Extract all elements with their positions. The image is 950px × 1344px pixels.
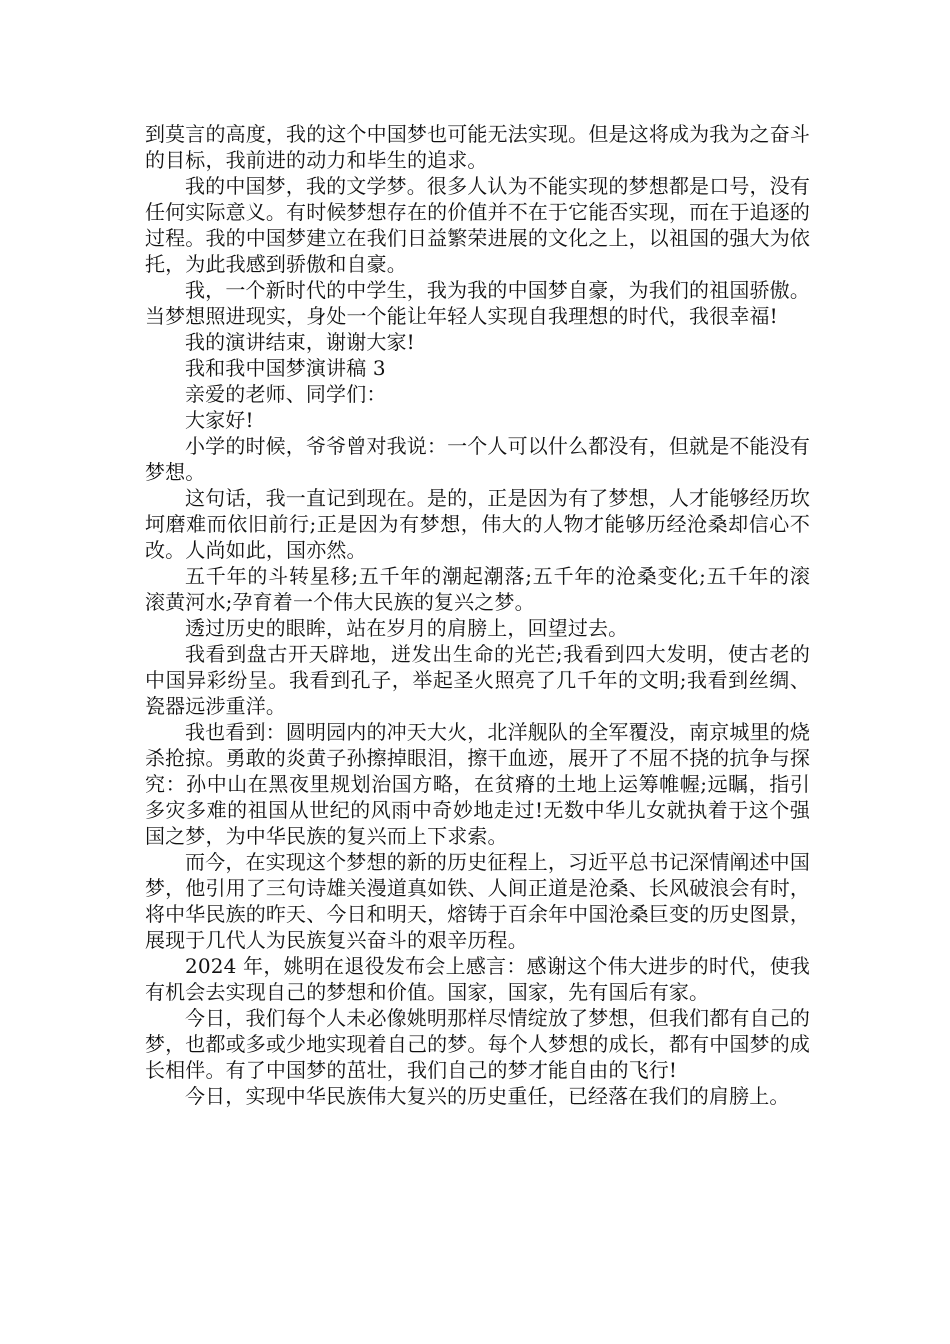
paragraph: 这句话，我一直记到现在。是的，正是因为有了梦想，人才能够经历坎坷磨难而依旧前行;正是因为有梦想，伟大的人物才能够历经沧桑却信心不改。人尚如此，国亦然。 <box>145 486 810 562</box>
paragraph: 今日，实现中华民族伟大复兴的历史重任，已经落在我们的肩膀上。 <box>185 1084 790 1108</box>
salutation: 亲爱的老师、同学们： <box>185 382 387 406</box>
paragraph: 今日，我们每个人未必像姚明那样尽情绽放了梦想，但我们都有自己的梦，也都或多或少地实现着自己的梦。每个人梦想的成长，都有中国梦的成长相伴。有了中国梦的茁壮，我们自己的梦才能自由的飞行! <box>145 1006 810 1082</box>
section-title: 我和我中国梦演讲稿 3 <box>185 356 386 380</box>
paragraph: 到莫言的高度，我的这个中国梦也可能无法实现。但是这将成为我为之奋斗的目标，我前进的动力和毕生的追求。 <box>145 122 810 172</box>
document-body <box>145 121 810 1109</box>
paragraph: 我看到盘古开天辟地，迸发出生命的光芒;我看到四大发明，使古老的中国异彩纷呈。我看到孔子，举起圣火照亮了几千年的文明;我看到丝绸、瓷器远涉重洋。 <box>145 642 810 718</box>
paragraph: 我，一个新时代的中学生，我为我的中国梦自豪，为我们的祖国骄傲。当梦想照进现实，身处一个能让年轻人实现自我理想的时代，我很幸福! <box>145 278 810 328</box>
paragraph: 我的中国梦，我的文学梦。很多人认为不能实现的梦想都是口号，没有任何实际意义。有时候梦想存在的价值并不在于它能否实现，而在于追逐的过程。我的中国梦建立在我们日益繁荣进展的文化之上，以祖国的强大为依托，为此我感到骄傲和自豪。 <box>145 174 810 276</box>
paragraph: 而今，在实现这个梦想的新的历史征程上，习近平总书记深情阐述中国梦，他引用了三句诗雄关漫道真如铁、人间正道是沧桑、长风破浪会有时，将中华民族的昨天、今日和明天，熔铸于百余年中国沧桑巨变的历史图景，展现于几代人为民族复兴奋斗的艰辛历程。 <box>145 850 810 952</box>
paragraph: 我也看到：圆明园内的冲天大火，北洋舰队的全军覆没，南京城里的烧杀抢掠。勇敢的炎黄子孙擦掉眼泪，擦干血迹，展开了不屈不挠的抗争与探究：孙中山在黑夜里规划治国方略，在贫瘠的土地上运筹帷幄;远瞩，指引多灾多难的祖国从世纪的风雨中奇妙地走过!无数中华儿女就执着于这个强国之梦，为中华民族的复兴而上下求索。 <box>145 720 810 848</box>
paragraph: 透过历史的眼眸，站在岁月的肩膀上，回望过去。 <box>185 616 629 640</box>
paragraph: 小学的时候，爷爷曾对我说：一个人可以什么都没有，但就是不能没有梦想。 <box>145 434 810 484</box>
paragraph: 五千年的斗转星移;五千年的潮起潮落;五千年的沧桑变化;五千年的滚滚黄河水;孕育着一个伟大民族的复兴之梦。 <box>145 564 810 614</box>
paragraph: 2024 年，姚明在退役发布会上感言：感谢这个伟大进步的时代，使我有机会去实现自己的梦想和价值。国家，国家，先有国后有家。 <box>145 954 810 1004</box>
closing-line: 我的演讲结束，谢谢大家! <box>185 330 415 354</box>
greeting: 大家好! <box>185 408 254 432</box>
